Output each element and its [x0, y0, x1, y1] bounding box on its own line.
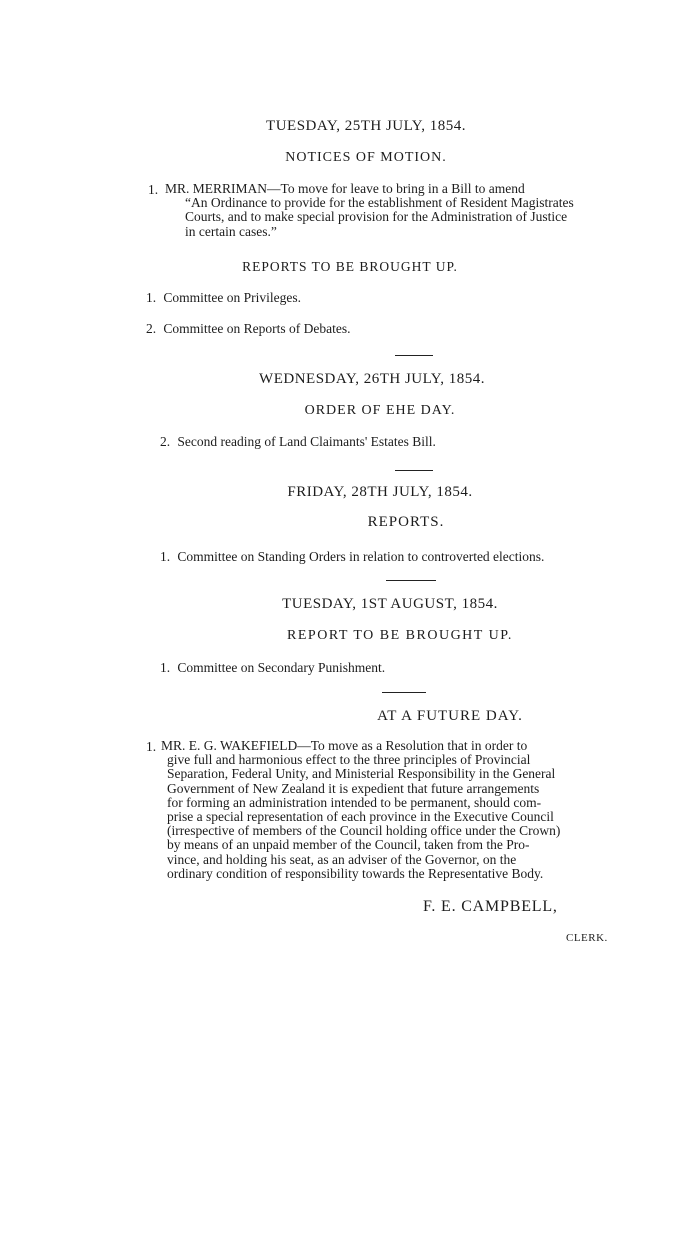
item-number: 2. [146, 321, 157, 336]
date-heading-wednesday-26th-july: WEDNESDAY, 26TH JULY, 1854. [259, 371, 485, 387]
divider-rule [386, 580, 436, 581]
reports-to-be-brought-up-heading: REPORTS TO BE BROUGHT UP. [242, 259, 458, 274]
motion-line: for forming an administration intended to be permanent, should com- [167, 794, 542, 810]
divider-rule [395, 355, 433, 356]
motion-line: Courts, and to make special provision for the Administration of Justice [185, 209, 568, 225]
item-text: Committee on Secondary Punishment. [177, 660, 386, 675]
motion-line: (irrespective of members of the Council holding office under the Crown) [167, 823, 561, 839]
wakefield-motion [161, 739, 651, 881]
at-a-future-day-heading: AT A FUTURE DAY. [377, 708, 523, 724]
reports-heading: REPORTS. [367, 514, 445, 530]
motion-line: MR. E. G. WAKEFIELD—To move as a Resolution that in order to [161, 738, 528, 753]
date-heading-friday-28th-july: FRIDAY, 28TH JULY, 1854. [287, 484, 473, 500]
motion-line: “An Ordinance to provide for the establishment of Resident Magistrates [185, 195, 574, 211]
motion-line: prise a special representation of each province in the Executive Council [167, 809, 554, 825]
motion-line: MR. MERRIMAN—To move for leave to bring in a Bill to amend [165, 181, 525, 196]
item-text: Committee on Privileges. [163, 290, 301, 305]
motion-line: Government of New Zealand it is expedient that future arrangements [167, 780, 540, 796]
motion-line: by means of an unpaid member of the Council, taken from the Pro- [167, 837, 530, 853]
list-item [146, 321, 350, 336]
item-text: Second reading of Land Claimants' Estates Bill. [177, 434, 436, 449]
notices-of-motion-heading: NOTICES OF MOTION. [285, 150, 447, 165]
item-text: Committee on Standing Orders in relation to controverted elections. [177, 549, 545, 564]
motion-number: 1. [146, 739, 157, 754]
item-text: Committee on Reports of Debates. [163, 321, 351, 336]
merriman-motion [165, 182, 660, 239]
clerk-signature-title: CLERK. [566, 932, 608, 944]
item-number: 1. [146, 290, 157, 305]
list-item [160, 660, 385, 675]
date-heading-tuesday-25th-july: TUESDAY, 25TH JULY, 1854. [266, 118, 466, 134]
motion-number: 1. [148, 182, 159, 197]
list-item [146, 290, 301, 305]
item-number: 1. [160, 549, 171, 564]
list-item [160, 549, 544, 564]
item-number: 2. [160, 434, 171, 449]
motion-line: Separation, Federal Unity, and Ministerial Responsibility in the General [167, 766, 556, 782]
motion-line: ordinary condition of responsibility towards the Representative Body. [167, 865, 544, 881]
clerk-signature-name: F. E. CAMPBELL, [423, 898, 558, 915]
order-of-the-day-heading: ORDER OF EHE DAY. [304, 403, 456, 418]
motion-line: vince, and holding his seat, as an adviser of the Governor, on the [167, 851, 517, 867]
divider-rule [395, 470, 433, 471]
date-heading-tuesday-1st-august: TUESDAY, 1ST AUGUST, 1854. [282, 596, 498, 612]
divider-rule [382, 692, 426, 693]
motion-line: give full and harmonious effect to the three principles of Provincial [167, 752, 531, 768]
report-to-be-brought-up-heading: REPORT TO BE BROUGHT UP. [287, 628, 513, 643]
item-number: 1. [160, 660, 171, 675]
list-item [160, 434, 436, 449]
motion-line: in certain cases.” [185, 223, 277, 239]
